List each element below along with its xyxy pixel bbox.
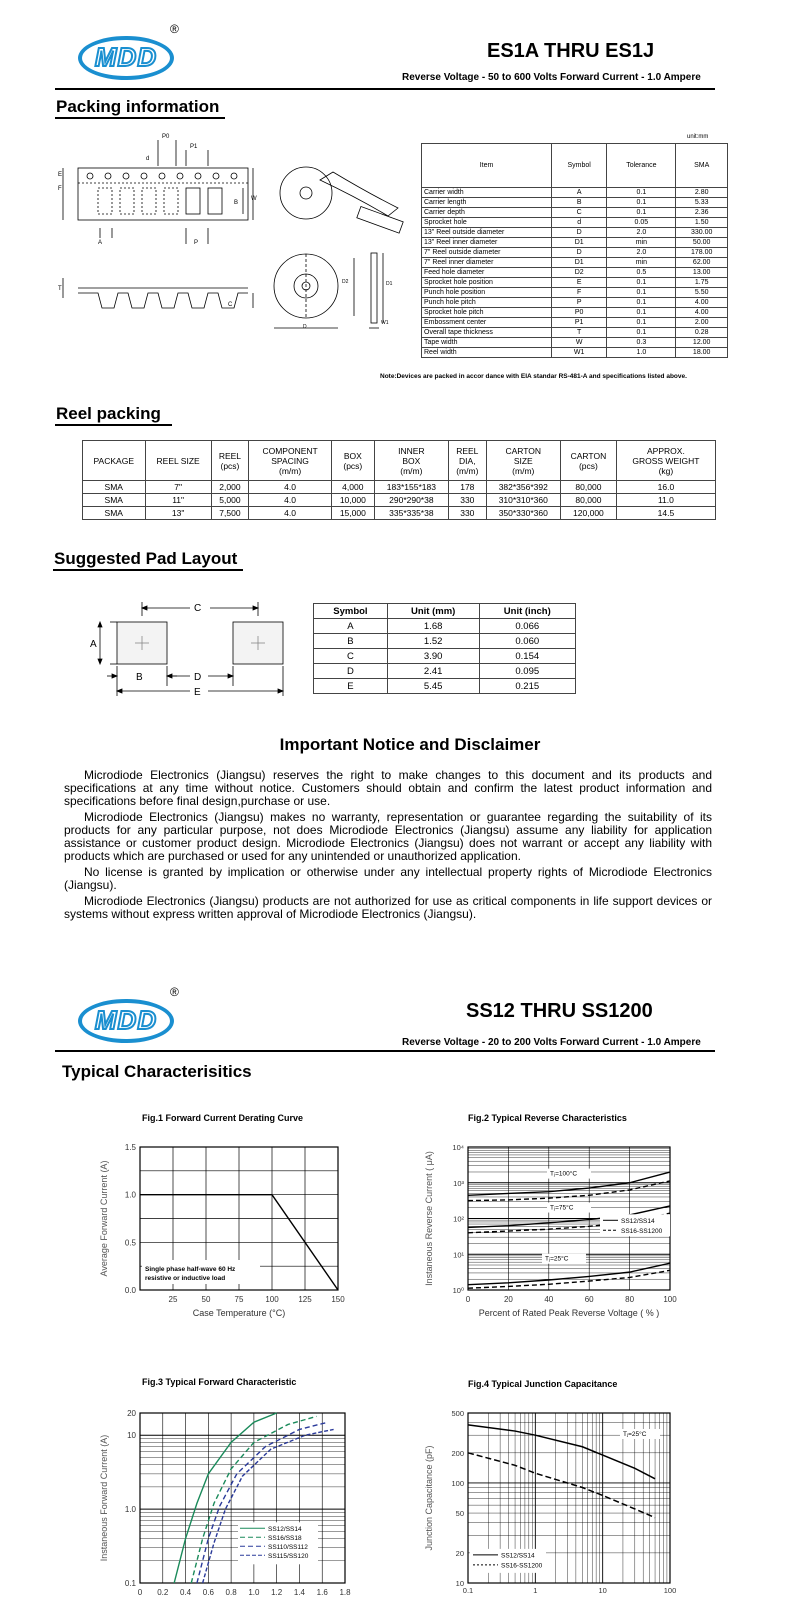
- table-cell: 7" Reel inner diameter: [422, 258, 552, 268]
- table-cell: B: [314, 634, 388, 649]
- table-cell: 4,000: [332, 481, 375, 494]
- table-row: [422, 328, 728, 338]
- table-row: [422, 338, 728, 348]
- table-cell: 13.00: [676, 268, 728, 278]
- table-row: [422, 308, 728, 318]
- fig4-title: Fig.4 Typical Junction Capacitance: [468, 1379, 618, 1389]
- table-cell: 2,000: [211, 481, 248, 494]
- table-cell: D2: [552, 268, 607, 278]
- header-rule-2: [55, 1050, 715, 1052]
- table-row: [83, 507, 716, 520]
- notice-paragraph: No license is granted by implication or otherwise under any intellectual property rights of Microdiode Electronics (Jiangsu).: [64, 865, 712, 892]
- table-header-row: [314, 604, 576, 619]
- table-cell: 330: [449, 494, 486, 507]
- table-cell: 7,500: [211, 507, 248, 520]
- notice-paragraph: Microdiode Electronics (Jiangsu) reserves the right to make changes to this document and its products and specifications at any time without notice. Customers should obtain and confirm the latest product information and specifications before final design,purchase or use.: [64, 768, 712, 808]
- table-cell: 2.41: [387, 664, 479, 679]
- table-cell: 0.1: [607, 318, 676, 328]
- table-cell: 335*335*38: [374, 507, 448, 520]
- y-tick-label: 10: [455, 1579, 464, 1588]
- x-axis-label: Case Temperature (°C): [192, 1308, 286, 1318]
- x-tick-label: 1.8: [339, 1588, 351, 1597]
- table-cell: Sprocket hole: [422, 218, 552, 228]
- column-header: REEL (pcs): [211, 441, 248, 481]
- table-row: [314, 634, 576, 649]
- x-tick-label: 0.1: [462, 1586, 474, 1595]
- x-tick-label: 0.6: [202, 1588, 214, 1597]
- unit-label: unit:mm: [687, 134, 709, 140]
- table-cell: 15,000: [332, 507, 375, 520]
- legend-label: SS12/SS14: [268, 1525, 302, 1533]
- table-cell: 1.75: [676, 278, 728, 288]
- header-rule: [55, 88, 715, 90]
- table-cell: A: [552, 188, 607, 198]
- table-cell: 0.215: [479, 679, 575, 694]
- label-d2: D2: [342, 279, 349, 285]
- table-cell: C: [552, 208, 607, 218]
- table-cell: W1: [552, 348, 607, 358]
- y-tick-label: 100: [451, 1478, 464, 1488]
- label-t: T: [58, 286, 62, 292]
- table-row: [422, 298, 728, 308]
- temperature-annotation: Tⱼ=25°C: [545, 1255, 569, 1263]
- table-cell: 382*356*392: [486, 481, 560, 494]
- table-cell: Sprocket hole pitch: [422, 308, 552, 318]
- table-cell: 290*290*38: [374, 494, 448, 507]
- table-cell: SMA: [83, 507, 146, 520]
- table-cell: B: [552, 198, 607, 208]
- page2-title: SS12 THRU SS1200: [466, 1000, 653, 1022]
- pad-dimension-table: [313, 603, 576, 694]
- label-e: E: [58, 172, 63, 178]
- table-cell: E: [552, 278, 607, 288]
- y-tick-label: 50: [455, 1509, 464, 1519]
- label-p0: P0: [162, 134, 170, 140]
- y-axis-label: Instaneous Reverse Current ( μA): [424, 1151, 434, 1286]
- table-cell: 178: [449, 481, 486, 494]
- table-cell: 18.00: [676, 348, 728, 358]
- y-axis-label: Average Forward Current (A): [99, 1160, 109, 1277]
- column-header: Unit (inch): [479, 604, 575, 619]
- table-cell: Overall tape thickness: [422, 328, 552, 338]
- y-tick-label: 20: [455, 1548, 464, 1558]
- annotation-text: Single phase half-wave 60 Hz: [145, 1266, 236, 1273]
- pad-heading: Suggested Pad Layout: [54, 549, 238, 568]
- table-cell: 0.1: [607, 198, 676, 208]
- table-cell: 14.5: [616, 507, 715, 520]
- column-header: REEL SIZE: [145, 441, 211, 481]
- pad-layout-diagram: [90, 596, 300, 702]
- table-cell: 0.5: [607, 268, 676, 278]
- table-cell: SMA: [83, 494, 146, 507]
- y-tick-label: 10⁴: [452, 1143, 464, 1152]
- table-cell: D: [552, 228, 607, 238]
- tape-top-view: [63, 140, 253, 244]
- x-tick-label: 150: [331, 1295, 345, 1304]
- table-cell: 5.33: [676, 198, 728, 208]
- table-cell: 0.1: [607, 328, 676, 338]
- legend-label: SS12/SS14: [621, 1217, 655, 1225]
- table-row: [422, 238, 728, 248]
- y-tick-label: 20: [127, 1409, 136, 1418]
- x-tick-label: 125: [298, 1295, 312, 1304]
- table-cell: P1: [552, 318, 607, 328]
- table-cell: 4.0: [249, 494, 332, 507]
- table-cell: Reel width: [422, 348, 552, 358]
- table-cell: T: [552, 328, 607, 338]
- table-row: [422, 348, 728, 358]
- fig1-title: Fig.1 Forward Current Derating Curve: [142, 1113, 304, 1123]
- table-cell: 178.00: [676, 248, 728, 258]
- y-tick-label: 0.1: [124, 1579, 136, 1588]
- table-cell: 330: [449, 507, 486, 520]
- table-cell: 5.50: [676, 288, 728, 298]
- table-row: [422, 258, 728, 268]
- table-cell: 2.0: [607, 228, 676, 238]
- table-cell: 2.0: [607, 248, 676, 258]
- table-cell: 2.36: [676, 208, 728, 218]
- y-tick-label: 500: [451, 1409, 464, 1418]
- legend-label: SS12/SS14: [501, 1552, 535, 1560]
- table-cell: Carrier length: [422, 198, 552, 208]
- mdd-logo: [78, 22, 179, 82]
- table-cell: 183*155*183: [374, 481, 448, 494]
- table-row: [422, 318, 728, 328]
- column-header: Item: [422, 144, 552, 188]
- table-cell: 13" Reel outside diameter: [422, 228, 552, 238]
- x-tick-label: 1.0: [248, 1588, 260, 1597]
- legend-label: SS110/SS112: [268, 1543, 308, 1551]
- table-cell: 5,000: [211, 494, 248, 507]
- packing-note: Note:Devices are packed in accor dance with EIA standar RS-481-A and specifications listed above.: [380, 373, 687, 380]
- table-cell: P0: [552, 308, 607, 318]
- table-cell: 0.1: [607, 288, 676, 298]
- table-cell: 12.00: [676, 338, 728, 348]
- fig4-chart: [420, 1396, 700, 1600]
- table-cell: 0.1: [607, 278, 676, 288]
- table-cell: W: [552, 338, 607, 348]
- table-row: [314, 664, 576, 679]
- x-tick-label: 25: [168, 1295, 178, 1304]
- x-tick-label: 20: [503, 1295, 513, 1304]
- fig3-chart: [95, 1396, 365, 1600]
- x-tick-label: 75: [234, 1295, 244, 1304]
- label-w: W: [251, 196, 257, 202]
- label-d: d: [146, 156, 150, 162]
- fig1-chart: [95, 1130, 365, 1330]
- reel-illustration: [274, 167, 403, 328]
- table-cell: 0.095: [479, 664, 575, 679]
- table-cell: 310*310*360: [486, 494, 560, 507]
- table-cell: 0.154: [479, 649, 575, 664]
- y-tick-label: 1.0: [124, 1505, 136, 1515]
- table-cell: min: [607, 258, 676, 268]
- temperature-annotation: Tⱼ=25°C: [623, 1431, 647, 1438]
- table-cell: P: [552, 298, 607, 308]
- y-tick-label: 0.5: [124, 1238, 136, 1248]
- page2-subtitle: Reverse Voltage - 20 to 200 Volts Forward Current - 1.0 Ampere: [402, 1037, 701, 1048]
- table-cell: d: [552, 218, 607, 228]
- table-cell: A: [314, 619, 388, 634]
- tape-reel-diagram: [58, 128, 418, 360]
- sprocket-holes: [87, 173, 237, 179]
- capacitance-curve: [468, 1453, 655, 1518]
- label-d1: D1: [386, 281, 393, 287]
- table-row: [83, 481, 716, 494]
- table-cell: 80,000: [561, 481, 617, 494]
- reverse-curve: [468, 1263, 670, 1284]
- table-row: [422, 268, 728, 278]
- y-tick-label: 1.5: [124, 1143, 136, 1152]
- annotation-text: resistive or inductive load: [145, 1275, 226, 1282]
- table-row: [422, 228, 728, 238]
- legend-label: SS16-SS1200: [621, 1227, 663, 1235]
- x-tick-label: 1.2: [271, 1588, 283, 1597]
- pad-heading-rule: [53, 569, 243, 571]
- table-cell: min: [607, 238, 676, 248]
- table-cell: 1.68: [387, 619, 479, 634]
- table-cell: 0.3: [607, 338, 676, 348]
- y-axis-label: Instaneous Forward Current (A): [99, 1434, 109, 1562]
- temperature-annotation: Tⱼ=75°C: [550, 1204, 574, 1212]
- notice-paragraph: Microdiode Electronics (Jiangsu) products are not authorized for use as critical components in life support devices or systems without express written approval of Microdiode Electronics (Jiangsu).: [64, 894, 712, 921]
- legend-label: SS115/SS120: [268, 1552, 309, 1560]
- table-cell: 10,000: [332, 494, 375, 507]
- table-cell: 13" Reel inner diameter: [422, 238, 552, 248]
- column-header: SMA: [676, 144, 728, 188]
- column-header: Symbol: [552, 144, 607, 188]
- table-cell: C: [314, 649, 388, 664]
- label-c: C: [228, 302, 233, 308]
- column-header: PACKAGE: [83, 441, 146, 481]
- table-cell: 5.45: [387, 679, 479, 694]
- legend-label: SS16-SS1200: [501, 1562, 543, 1570]
- x-tick-label: 100: [265, 1295, 279, 1304]
- table-cell: 7" Reel outside diameter: [422, 248, 552, 258]
- packing-spec-table: [421, 143, 728, 358]
- notice-title: Important Notice and Disclaimer: [279, 735, 541, 754]
- table-cell: 2.80: [676, 188, 728, 198]
- table-cell: 0.1: [607, 308, 676, 318]
- table-cell: D1: [552, 238, 607, 248]
- table-cell: 13": [145, 507, 211, 520]
- table-cell: Sprocket hole position: [422, 278, 552, 288]
- table-cell: 0.05: [607, 218, 676, 228]
- table-cell: D: [314, 664, 388, 679]
- table-cell: 50.00: [676, 238, 728, 248]
- x-tick-label: 80: [625, 1295, 635, 1304]
- label-b: B: [234, 200, 239, 206]
- fig2-title: Fig.2 Typical Reverse Characteristics: [468, 1113, 627, 1123]
- table-cell: 2.00: [676, 318, 728, 328]
- column-header: Symbol: [314, 604, 388, 619]
- table-cell: 0.1: [607, 298, 676, 308]
- packing-heading-rule: [55, 117, 225, 119]
- column-header: CARTON SIZE (m/m): [486, 441, 560, 481]
- y-tick-label: 1.0: [124, 1190, 136, 1200]
- logo-text: MDD: [94, 42, 158, 72]
- temperature-annotation: Tⱼ=100°C: [550, 1170, 578, 1178]
- label-w1: W1: [381, 320, 389, 326]
- pad-label-a: A: [90, 639, 97, 650]
- table-cell: 4.0: [249, 507, 332, 520]
- table-cell: 16.0: [616, 481, 715, 494]
- table-row: [314, 619, 576, 634]
- label-a: A: [98, 240, 103, 246]
- x-axis-label: Percent of Rated Peak Reverse Voltage ( % ): [478, 1308, 660, 1318]
- registered-mark: ®: [170, 22, 179, 36]
- x-tick-label: 0.8: [225, 1588, 237, 1597]
- table-row: [422, 198, 728, 208]
- table-cell: SMA: [83, 481, 146, 494]
- page-subtitle: Reverse Voltage - 50 to 600 Volts Forward Current - 1.0 Ampere: [402, 72, 701, 83]
- pad-label-c: C: [194, 603, 202, 614]
- reel-packing-table: [82, 440, 716, 520]
- mdd-logo-2: [78, 985, 179, 1045]
- table-cell: Carrier depth: [422, 208, 552, 218]
- registered-mark: ®: [170, 985, 179, 999]
- table-header-row: [422, 144, 728, 188]
- packing-heading: Packing information: [56, 97, 220, 116]
- y-tick-label: 10¹: [453, 1250, 464, 1260]
- x-tick-label: 0: [465, 1295, 471, 1304]
- fig2-chart: [420, 1130, 700, 1330]
- logo-text: MDD: [94, 1005, 158, 1035]
- x-tick-label: 40: [544, 1295, 554, 1304]
- reel-heading: Reel packing: [56, 404, 161, 423]
- column-header: APPROX. GROSS WEIGHT (kg): [616, 441, 715, 481]
- column-header: Tolerance: [607, 144, 676, 188]
- table-cell: 330.00: [676, 228, 728, 238]
- table-cell: 80,000: [561, 494, 617, 507]
- pad-label-b: B: [136, 672, 143, 683]
- x-tick-label: 50: [201, 1295, 211, 1304]
- label-p: P: [194, 240, 199, 246]
- table-cell: 3.90: [387, 649, 479, 664]
- table-cell: 11.0: [616, 494, 715, 507]
- table-row: [422, 208, 728, 218]
- y-tick-label: 0.0: [124, 1286, 136, 1295]
- table-cell: 4.0: [249, 481, 332, 494]
- table-cell: 0.1: [607, 188, 676, 198]
- table-cell: Punch hole pitch: [422, 298, 552, 308]
- legend-label: SS16/SS18: [268, 1534, 302, 1542]
- x-tick-label: 1: [533, 1586, 538, 1595]
- table-row: [83, 494, 716, 507]
- table-row: [422, 278, 728, 288]
- table-cell: Punch hole position: [422, 288, 552, 298]
- column-header: Unit (mm): [387, 604, 479, 619]
- label-d-reel: D: [303, 324, 307, 330]
- table-cell: 1.50: [676, 218, 728, 228]
- table-row: [314, 649, 576, 664]
- table-cell: Embossment center: [422, 318, 552, 328]
- table-row: [422, 218, 728, 228]
- column-header: BOX (pcs): [332, 441, 375, 481]
- x-tick-label: 0: [137, 1588, 143, 1597]
- x-tick-label: 60: [584, 1295, 594, 1304]
- table-cell: 62.00: [676, 258, 728, 268]
- table-cell: 0.1: [607, 208, 676, 218]
- table-cell: 0.28: [676, 328, 728, 338]
- table-cell: 11": [145, 494, 211, 507]
- x-tick-label: 1.4: [293, 1588, 306, 1597]
- x-tick-label: 100: [663, 1295, 677, 1304]
- x-tick-label: 0.4: [179, 1588, 192, 1597]
- notice-body: [64, 769, 712, 924]
- table-cell: D1: [552, 258, 607, 268]
- table-cell: 0.060: [479, 634, 575, 649]
- x-tick-label: 1.6: [316, 1588, 328, 1597]
- y-tick-label: 10⁰: [452, 1286, 464, 1295]
- column-header: REEL DIA, (m/m): [449, 441, 486, 481]
- table-cell: 7": [145, 481, 211, 494]
- table-cell: Tape width: [422, 338, 552, 348]
- table-cell: Feed hole diameter: [422, 268, 552, 278]
- table-cell: D: [552, 248, 607, 258]
- column-header: CARTON (pcs): [561, 441, 617, 481]
- pad-label-e: E: [194, 687, 201, 698]
- label-p1: P1: [190, 144, 198, 150]
- table-cell: 120,000: [561, 507, 617, 520]
- y-tick-label: 10³: [453, 1178, 464, 1188]
- table-cell: 1.0: [607, 348, 676, 358]
- column-header: INNER BOX (m/m): [374, 441, 448, 481]
- table-header-row: [83, 441, 716, 481]
- table-cell: Carrier width: [422, 188, 552, 198]
- table-cell: F: [552, 288, 607, 298]
- column-header: COMPONENT SPACING (m/m): [249, 441, 332, 481]
- y-tick-label: 200: [451, 1448, 464, 1458]
- x-tick-label: 10: [598, 1586, 607, 1595]
- y-tick-label: 10: [127, 1431, 136, 1441]
- label-f: F: [58, 186, 62, 192]
- table-cell: 4.00: [676, 298, 728, 308]
- x-tick-label: 0.2: [157, 1588, 169, 1597]
- table-cell: E: [314, 679, 388, 694]
- page-title: ES1A THRU ES1J: [487, 40, 655, 62]
- table-row: [422, 248, 728, 258]
- typical-characteristics-heading: Typical Characterisitics: [62, 1062, 252, 1081]
- table-cell: 1.52: [387, 634, 479, 649]
- table-cell: 0.066: [479, 619, 575, 634]
- pad-label-d: D: [194, 672, 202, 683]
- tape-side-view: [63, 278, 253, 308]
- table-row: [314, 679, 576, 694]
- y-axis-label: Junction Capacitance (pF): [424, 1445, 434, 1551]
- table-cell: 350*330*360: [486, 507, 560, 520]
- reel-heading-rule: [55, 424, 172, 426]
- table-row: [422, 288, 728, 298]
- table-cell: 4.00: [676, 308, 728, 318]
- table-row: [422, 188, 728, 198]
- notice-paragraph: Microdiode Electronics (Jiangsu) makes no warranty, representation or guarantee regarding the suitability of its products for any particular purpose, not does Microdiode Electronics (Jiangsu) assume any liability for application assistance or customer product design. Microdiode Electronics (Jiangsu) does not warrant or accept any liability with products which are purchased or used for any unintended or unauthorized application.: [64, 810, 712, 863]
- fig3-title: Fig.3 Typical Forward Characteristic: [142, 1377, 297, 1387]
- x-tick-label: 100: [663, 1586, 677, 1595]
- y-tick-label: 10²: [453, 1214, 464, 1224]
